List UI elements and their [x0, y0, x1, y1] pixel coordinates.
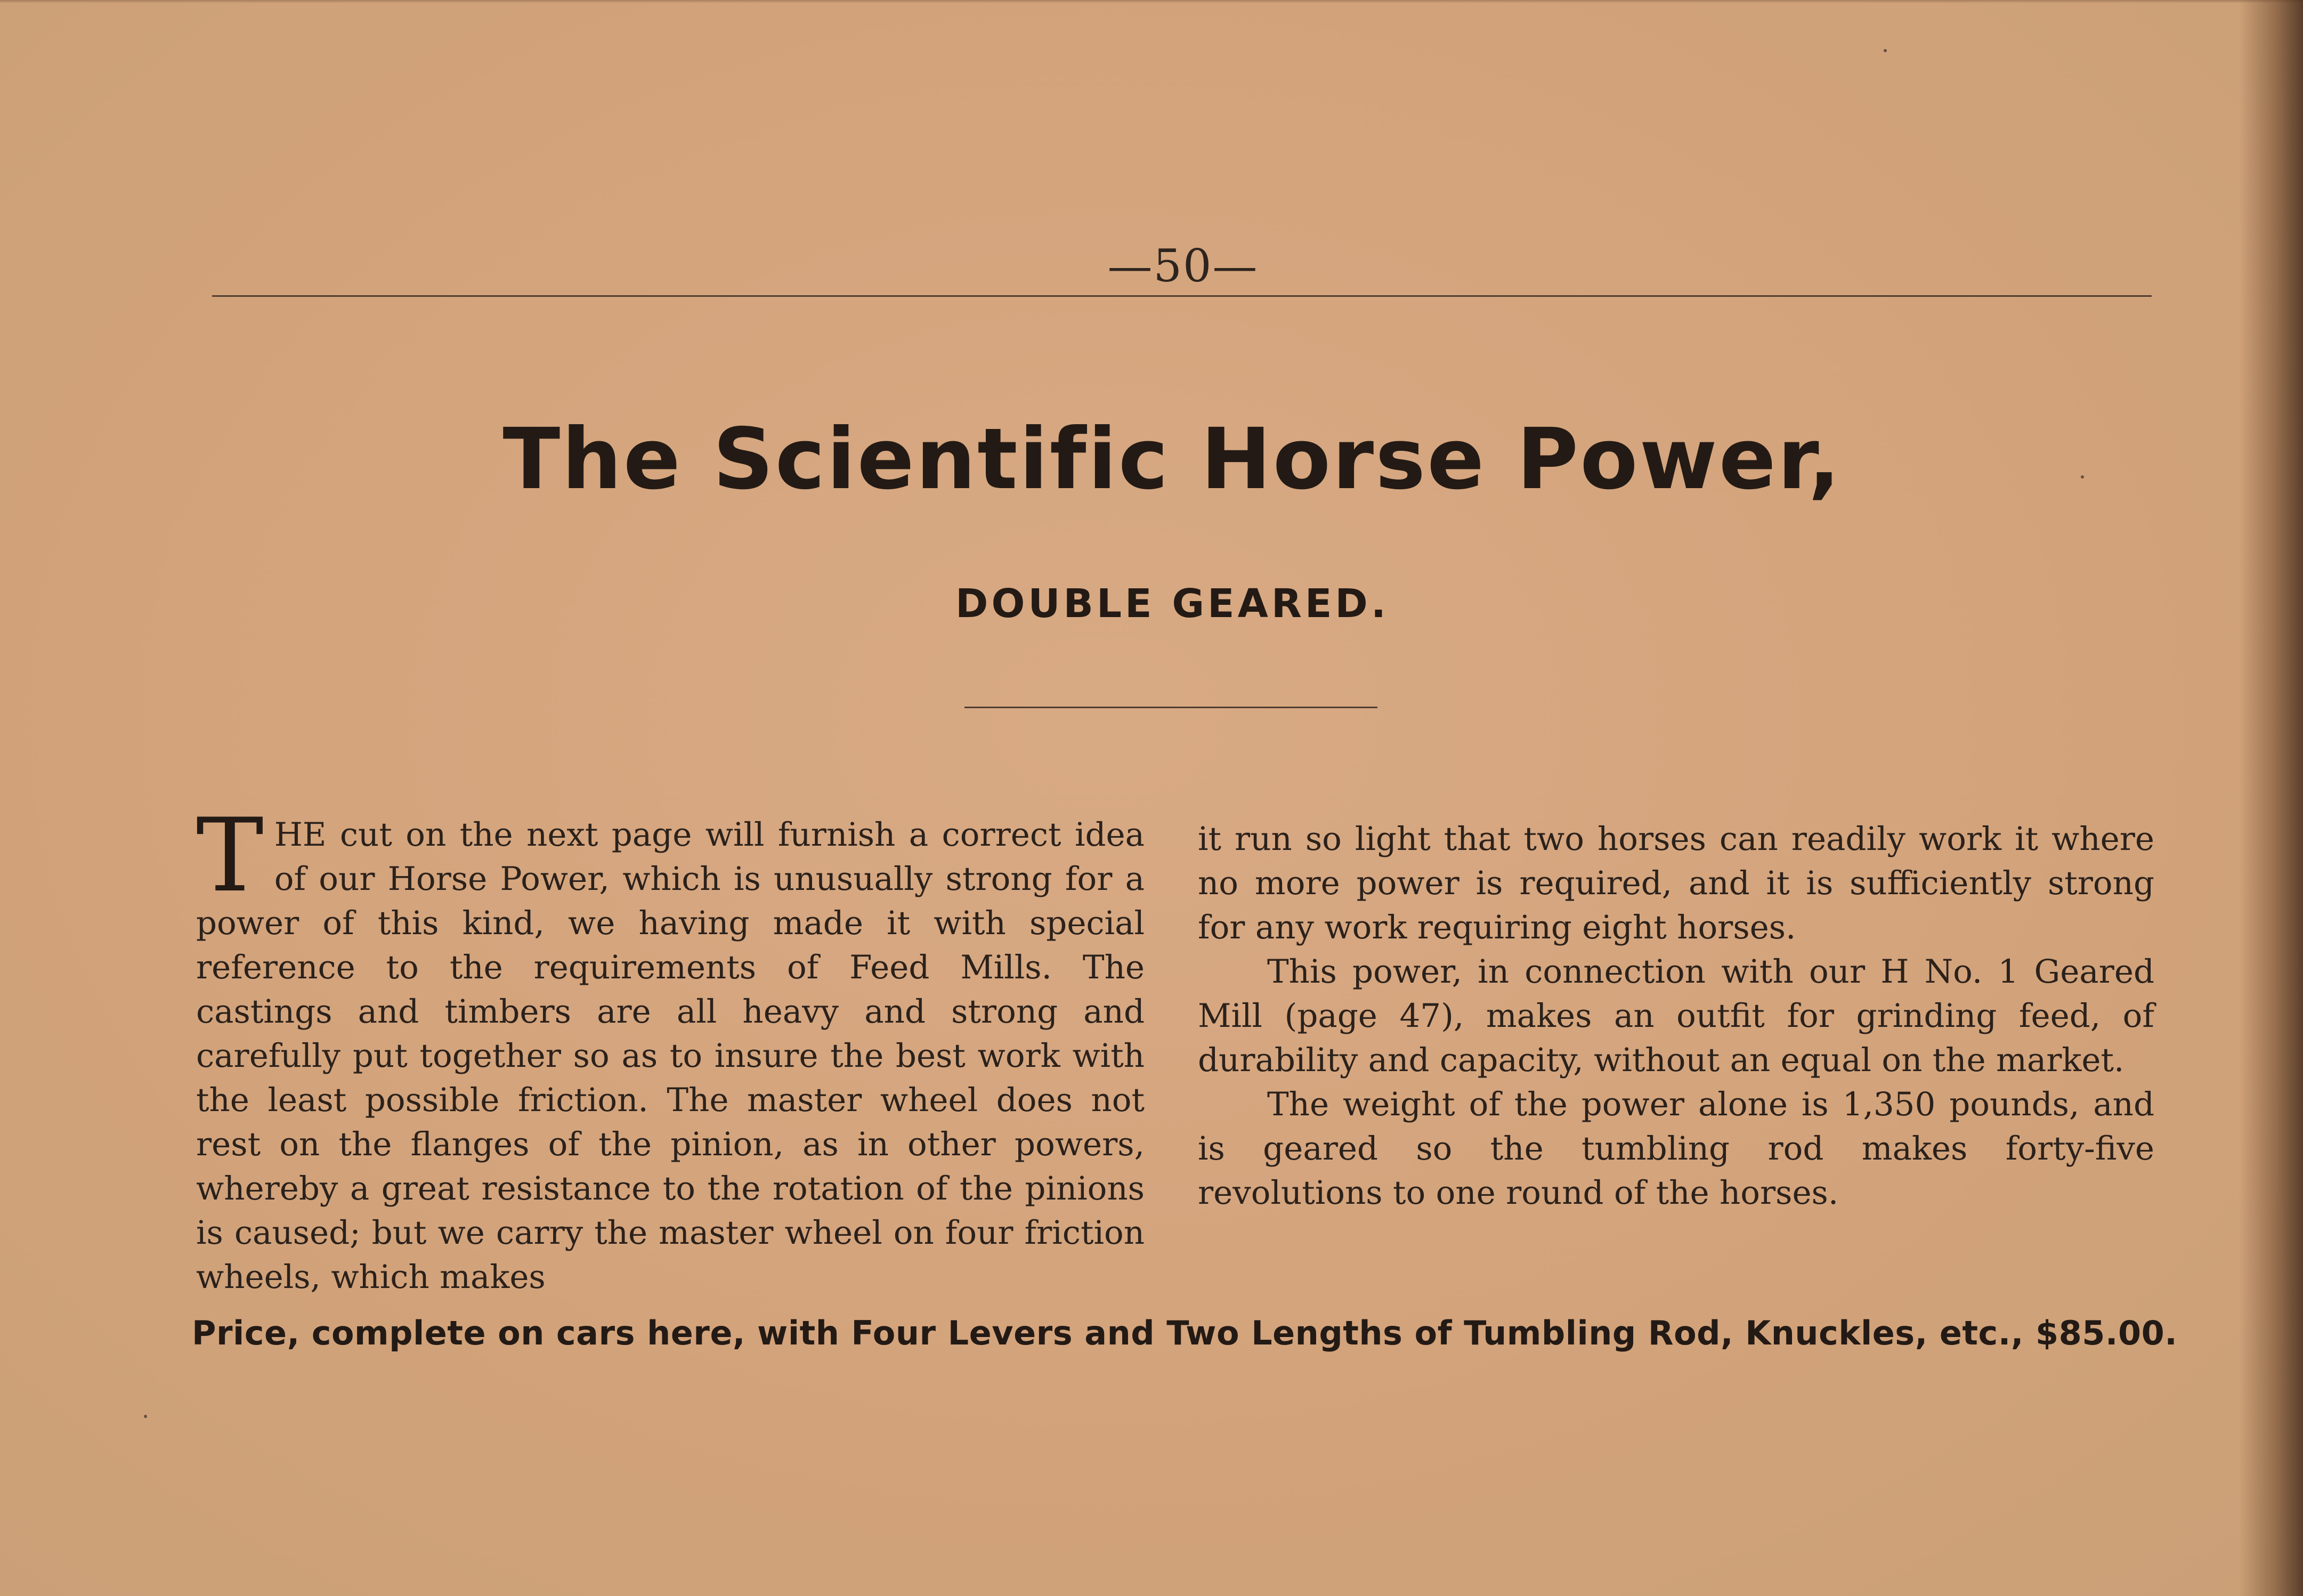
- header-rule: [212, 295, 2152, 297]
- right-column-paragraph-3: The weight of the power alone is 1,350 pounds, and is geared so the tumbling rod makes forty-five revolutions to one round of the horses.: [1198, 1085, 2154, 1212]
- section-divider: [964, 707, 1377, 708]
- paper-speck: [2081, 475, 2084, 479]
- left-column-text: HE cut on the next page will furnish a correct idea of our Horse Power, which is unusually strong for a power of this kind, we having made it with special reference to the requirements of Feed Mills. The castings and timbers are all heavy and strong and carefully put together so as to insure the best work with the least possible friction. The master wheel does not rest on the flanges of the pinion, as in other powers, whereby a great resistance to the rotation of the pinions is caused; but we carry the master wheel on four friction wheels, which makes: [196, 816, 1145, 1296]
- price-line: Price, complete on cars here, with Four Levers and Two Lengths of Tumbling Rod, Knuckles, etc., $85.00.: [192, 1314, 2178, 1352]
- page-number: —50—: [1107, 240, 1259, 292]
- page-title: The Scientific Horse Power,: [502, 410, 1842, 508]
- right-column: [1198, 817, 2154, 1215]
- right-column-paragraph-1: it run so light that two horses can readily work it where no more power is required, and it is sufficiently strong for any work requiring eight horses.: [1198, 820, 2154, 946]
- drop-cap: T: [196, 797, 264, 914]
- binding-shadow: [2239, 0, 2303, 1596]
- right-column-paragraph-2: This power, in connection with our H No. 1 Geared Mill (page 47), makes an outfit for grinding feed, of durability and capacity, without an equal on the market.: [1198, 953, 2154, 1079]
- paper-speck: [1884, 49, 1887, 52]
- left-column: [196, 797, 1145, 1299]
- left-column-paragraph: [196, 797, 1145, 1299]
- page-top-edge: [0, 0, 2303, 3]
- paper-speck: [144, 1415, 147, 1418]
- page-subtitle: DOUBLE GEARED.: [955, 581, 1389, 627]
